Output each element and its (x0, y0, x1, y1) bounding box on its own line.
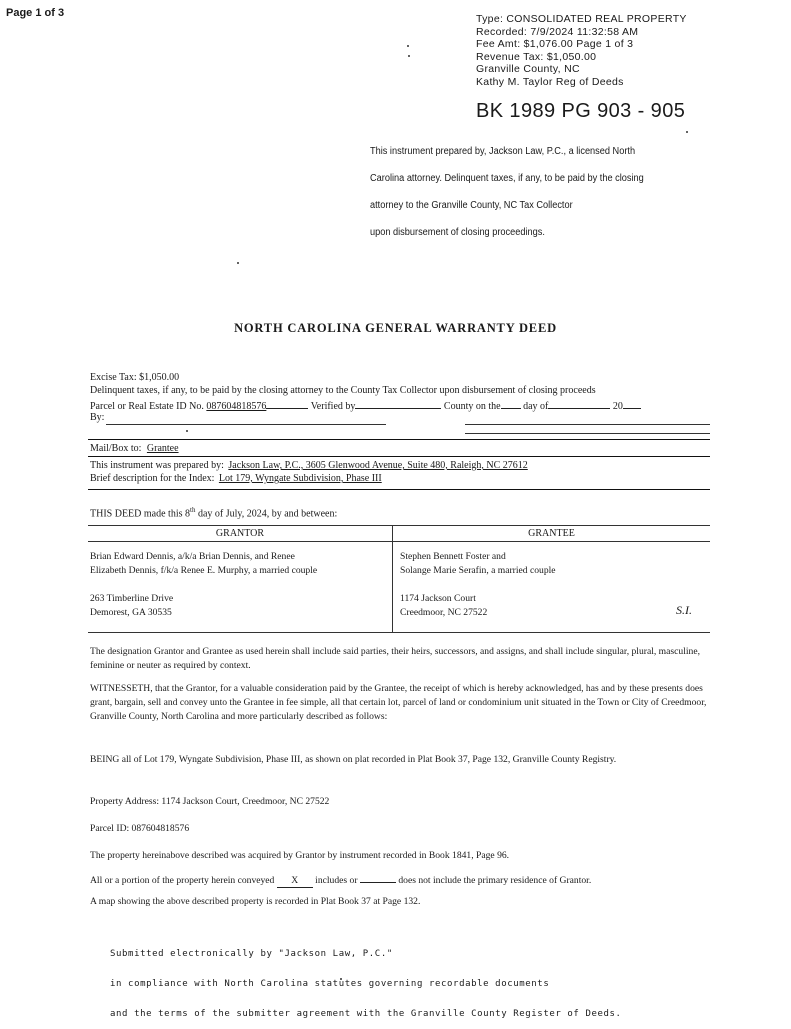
scan-speck (686, 131, 688, 133)
prepared-by-line (90, 460, 528, 471)
map-paragraph: A map showing the above described property is recorded in Plat Book 37 at Page 132. (90, 896, 421, 907)
table-divider (392, 525, 393, 632)
designation-paragraph: The designation Grantor and Grantee as used herein shall include said parties, their heirs, successors, and assigns, and shall include singular, plural, masculine, feminine or neuter as required by context. (90, 646, 700, 672)
prepared-note (370, 138, 683, 246)
parcel-line (90, 398, 641, 412)
prepared-by-label: This instrument was prepared by: (90, 460, 224, 471)
year-label: 20 (612, 401, 623, 412)
grantor-address-line: 263 Timberline Drive (90, 593, 174, 604)
prepared-note-line: This instrument prepared by, Jackson Law, P.C., a licensed North (370, 146, 636, 157)
rule (88, 489, 710, 490)
table-header-rule (88, 541, 710, 542)
submission-line: Submitted electronically by "Jackson Law, P.C." (110, 949, 393, 959)
being-paragraph: BEING all of Lot 179, Wyngate Subdivision, Phase III, as shown on plat recorded in Plat Book 37, Page 132, Granville County Registry. (90, 754, 617, 765)
parcel-id-line: Parcel ID: 087604818576 (90, 823, 190, 834)
delinquent-taxes: Delinquent taxes, if any, to be paid by the closing attorney to the County Tax Collector upon disbursement of closing proceeds (90, 385, 596, 396)
county-on-label: County on the (443, 401, 501, 412)
by-underline-right (465, 424, 710, 425)
brief-description-label: Brief description for the Index: (90, 473, 215, 484)
parcel-label: Parcel or Real Estate ID No. (90, 401, 204, 412)
grantor-name-line: Brian Edward Dennis, a/k/a Brian Dennis, and Renee (90, 551, 295, 562)
month-blank (548, 398, 610, 409)
recording-type: Type: CONSOLIDATED REAL PROPERTY (476, 13, 687, 25)
residence-blank (360, 872, 396, 883)
day-of-label: day of (523, 401, 549, 412)
grantor-name-line: Elizabeth Dennis, f/k/a Renee E. Murphy, a married couple (90, 564, 318, 576)
prepared-note-line: upon disbursement of closing proceedings. (370, 227, 545, 238)
witnesseth-paragraph: WITNESSETH, that the Grantor, for a valuable consideration paid by the Grantee, the receipt of which is hereby acknowledged, has and by these presents does grant, bargain, sell and convey unto the Grantee in fee simple, all that certain lot, parcel of land or condominium unit situated in the Town or City of Creedmoor, Granville County, North Carolina and more particularly described as follows: (90, 683, 707, 723)
residence-excludes: does not include the primary residence of Grantor. (398, 875, 592, 886)
grantee-names (400, 550, 556, 577)
parcel-id: 087604818576 (206, 401, 267, 412)
residence-line (90, 872, 591, 888)
excise-tax: Excise Tax: $1,050.00 (90, 372, 180, 383)
grantor-address-line: Demorest, GA 30535 (90, 606, 172, 618)
grantor-address (90, 592, 173, 619)
scan-speck (186, 430, 188, 432)
grantee-name-line: Stephen Bennett Foster and (400, 551, 506, 562)
scan-speck (408, 55, 410, 57)
deed-made-text: THIS DEED made this 8 (90, 508, 190, 520)
day-blank (501, 398, 521, 409)
book-page: BK 1989 PG 903 - 905 (476, 100, 686, 122)
mail-box-line (90, 443, 179, 454)
grantee-address-line: Creedmoor, NC 27522 (400, 606, 488, 618)
grantee-address (400, 592, 487, 619)
by-underline (106, 424, 386, 425)
mail-box-value: Grantee (146, 443, 179, 454)
page-number: Page 1 of 3 (6, 7, 65, 19)
recording-county: Granville County, NC (476, 63, 580, 76)
submission-notice (110, 929, 622, 1029)
grantee-name-line: Solange Marie Serafin, a married couple (400, 564, 556, 576)
brief-description-line (90, 473, 382, 484)
mail-box-label: Mail/Box to: (90, 443, 142, 454)
verified-label: Verified by (310, 401, 356, 412)
recording-date: Recorded: 7/9/2024 11:32:58 AM (476, 25, 639, 38)
recording-stamp (476, 13, 687, 89)
year-blank (623, 398, 641, 409)
scan-speck (407, 45, 409, 47)
table-bottom-rule (88, 632, 710, 633)
prepared-note-line: Carolina attorney. Delinquent taxes, if any, to be paid by the closing (370, 173, 644, 184)
rule (88, 456, 710, 457)
grantee-address-line: 1174 Jackson Court (400, 593, 476, 604)
recording-revenue-tax: Revenue Tax: $1,050.00 (476, 50, 597, 63)
residence-mark: X (277, 875, 313, 888)
submission-line: in compliance with North Carolina statutes governing recordable documents (110, 979, 550, 989)
deed-made-line (90, 506, 337, 519)
by-underline-right-2 (465, 433, 710, 434)
submission-line: and the terms of the submitter agreement with the Granville County Register of Deeds. (110, 1009, 622, 1019)
rule (88, 439, 710, 440)
handwritten-initials: S.I. (676, 603, 692, 617)
scan-speck (237, 262, 239, 264)
deed-title: NORTH CAROLINA GENERAL WARRANTY DEED (234, 321, 557, 335)
acquired-paragraph: The property hereinabove described was acquired by Grantor by instrument recorded in Book 1841, Page 96. (90, 850, 510, 861)
grantor-names (90, 550, 317, 577)
property-address: Property Address: 1174 Jackson Court, Creedmoor, NC 27522 (90, 796, 330, 807)
table-top-rule (88, 525, 710, 526)
deed-made-sup: th (190, 506, 196, 514)
deed-made-rest: day of July, 2024, by and between: (195, 508, 338, 520)
prepared-by-value: Jackson Law, P.C., 3605 Glenwood Avenue, Suite 480, Raleigh, NC 27612 (228, 460, 528, 471)
prepared-note-line: attorney to the Granville County, NC Tax Collector (370, 200, 573, 211)
residence-text: All or a portion of the property herein conveyed (90, 875, 275, 886)
by-label: By: (90, 412, 105, 423)
residence-includes: includes or (315, 875, 358, 886)
recording-fee: Fee Amt: $1,076.00 Page 1 of 3 (476, 38, 634, 51)
brief-description-value: Lot 179, Wyngate Subdivision, Phase III (218, 473, 382, 484)
parcel-blank (266, 398, 308, 409)
recording-register: Kathy M. Taylor Reg of Deeds (476, 75, 624, 88)
grantor-header: GRANTOR (215, 528, 265, 539)
verified-blank (355, 398, 441, 409)
grantee-header: GRANTEE (528, 528, 575, 539)
